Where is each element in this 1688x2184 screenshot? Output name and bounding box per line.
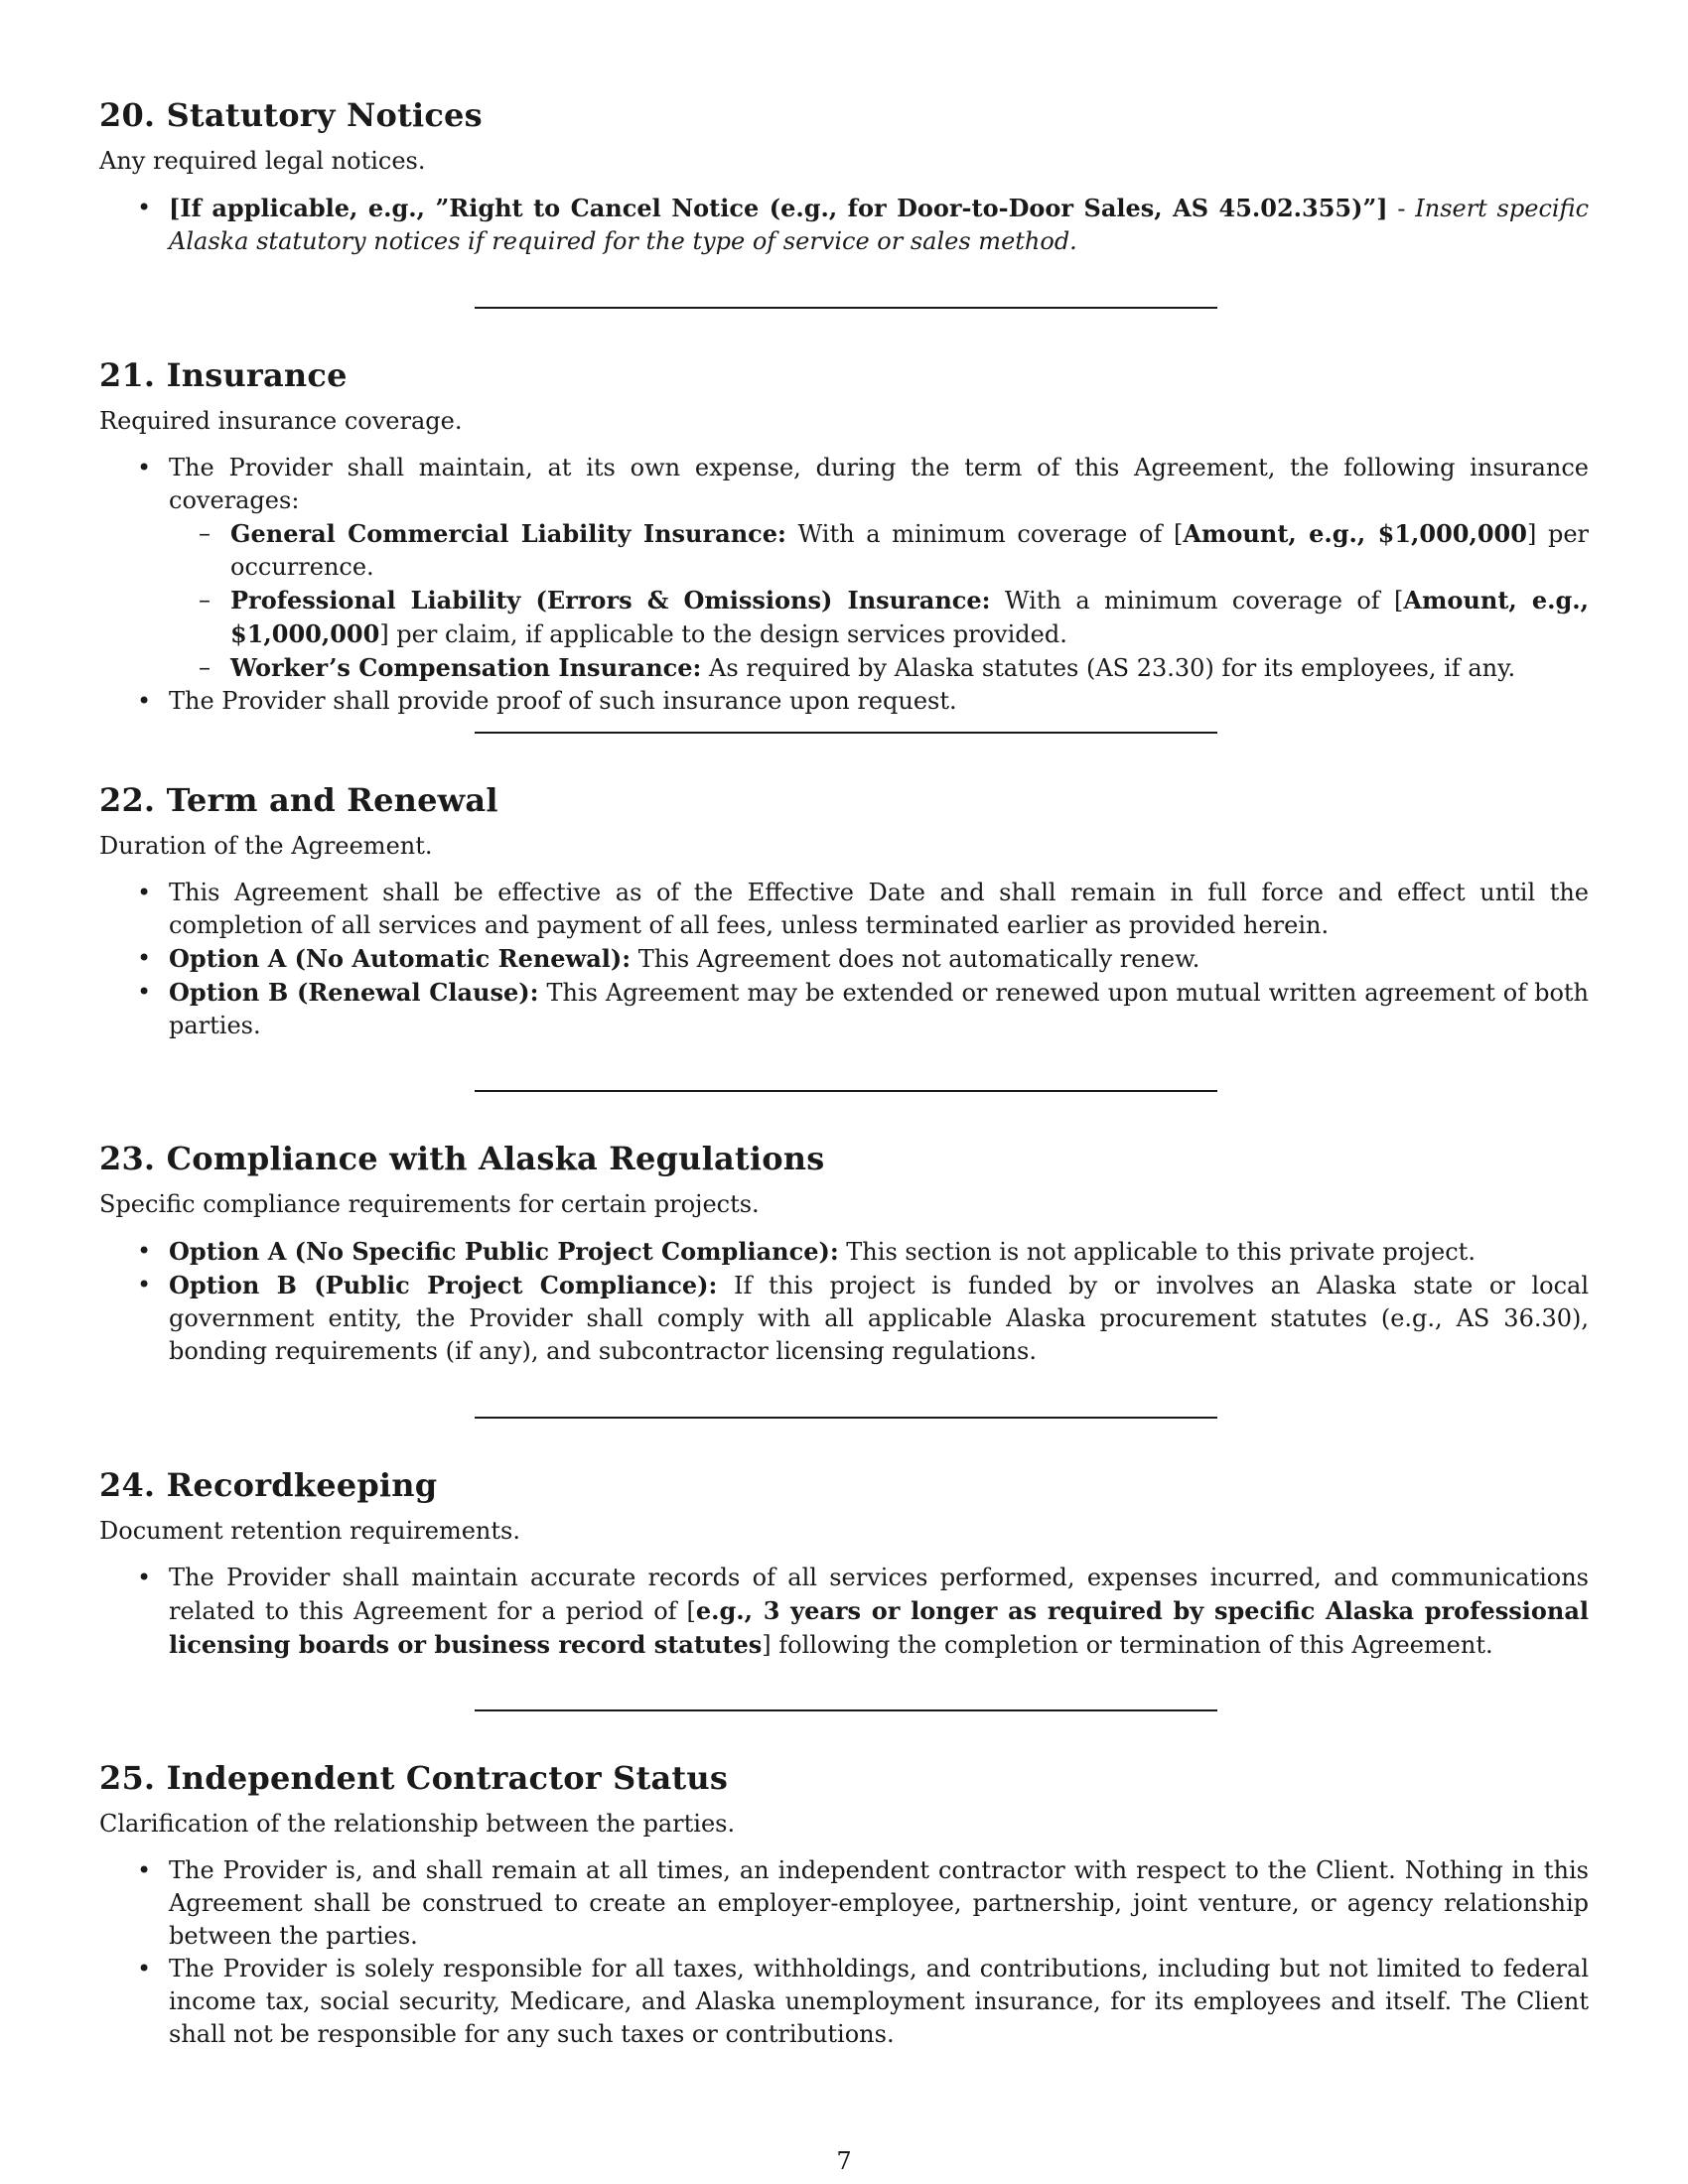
- section-subtitle: Duration of the Agreement.: [99, 832, 433, 860]
- section-term-and-renewal: [99, 780, 1589, 1042]
- section-divider: [475, 1090, 1217, 1092]
- section-statutory-notices: [99, 95, 1589, 258]
- text-span: ] per occurrence.: [230, 520, 1590, 581]
- sub-list-item: [169, 517, 1589, 584]
- sub-list: [169, 517, 1589, 685]
- bold-text: e.g., 3 years or longer as required by specific Alaska professional licensing boards or business record statutes: [169, 1596, 1590, 1659]
- bold-text: Worker’s Compensation Insurance:: [230, 653, 702, 682]
- section-divider: [475, 307, 1217, 309]
- section-compliance: [99, 1139, 1589, 1368]
- section-heading: 21. Insurance: [99, 356, 348, 394]
- section-heading: 20. Statutory Notices: [99, 96, 483, 134]
- list-item: [99, 942, 1589, 976]
- section-subtitle: Clarification of the relationship between the parties.: [99, 1810, 736, 1838]
- bold-text: General Commercial Liability Insurance:: [230, 519, 786, 548]
- section-insurance: [99, 355, 1589, 718]
- bullet-list: [99, 1562, 1589, 1662]
- section-heading: 24. Recordkeeping: [99, 1466, 438, 1504]
- bullet-list: [99, 192, 1589, 258]
- text-span: The Provider shall maintain, at its own expense, during the term of this Agreement, the following insurance coverages:: [169, 454, 1589, 514]
- list-item: [99, 452, 1589, 685]
- list-item: [99, 1235, 1589, 1269]
- list-item: • The Provider shall provide proof of such insurance upon request.: [99, 685, 1589, 718]
- text-span: With a minimum coverage of [: [785, 520, 1184, 548]
- italic-text: Insert specific Alaska statutory notices if required for the type of service or sales method.: [169, 195, 1590, 255]
- list-item: • The Provider is, and shall remain at all times, an independent contractor with respect to the Client. Nothing in this Agreement shall be construed to create an employer-employee, partnership, joint venture, or agency relationship between the parties.: [99, 1854, 1589, 1953]
- text-span: This Agreement may be extended or renewed upon mutual written agreement of both parties.: [169, 979, 1590, 1039]
- text-span: ] per claim, if applicable to the design services provided.: [379, 620, 1067, 648]
- section-recordkeeping: [99, 1465, 1589, 1662]
- text-span: As required by Alaska statutes (AS 23.30) for its employees, if any.: [701, 654, 1516, 682]
- section-heading: 23. Compliance with Alaska Regulations: [99, 1140, 825, 1177]
- bullet-list: [99, 1854, 1589, 2051]
- text-span: -: [1387, 195, 1416, 222]
- text-span: This section is not applicable to this private project.: [838, 1238, 1476, 1266]
- section-heading: 25. Independent Contractor Status: [99, 1759, 729, 1797]
- text-span: The Provider shall maintain accurate records of all services performed, expenses incurred, and communications related to this Agreement for a period of [: [169, 1564, 1589, 1625]
- section-divider: [475, 1417, 1217, 1419]
- list-item: • This Agreement shall be effective as of the Effective Date and shall remain in full force and effect until the completion of all services and payment of all fees, unless terminated earlier as provided herein.: [99, 877, 1589, 942]
- bold-text: Amount, e.g., $1,000,000: [230, 586, 1589, 648]
- section-subtitle: Document retention requirements.: [99, 1517, 520, 1545]
- text-span: If this project is funded by or involves an Alaska state or local government entity, the Provider shall comply with all applicable Alaska procurement statutes (e.g., AS 36.30), bonding requirements (if any), and subcontractor licensing regulations.: [169, 1272, 1589, 1365]
- text-span: With a minimum coverage of [: [990, 587, 1404, 614]
- bullet-list: [99, 452, 1589, 718]
- section-heading: 22. Term and Renewal: [99, 781, 498, 819]
- list-item: [99, 976, 1589, 1042]
- page-number: 7: [836, 2147, 852, 2175]
- document-page: [99, 0, 1589, 2184]
- bold-text: [If applicable, e.g., ”Right to Cancel Notice (e.g., for Door-to-Door Sales, AS 45.02.355)”]: [169, 194, 1388, 222]
- text-span: ] following the completion or termination of this Agreement.: [762, 1631, 1493, 1659]
- list-item: [99, 192, 1589, 258]
- bold-text: Professional Liability (Errors & Omissions) Insurance:: [230, 586, 991, 614]
- text-span: This Agreement does not automatically renew.: [631, 945, 1200, 973]
- bold-text: Option B (Renewal Clause):: [169, 978, 539, 1007]
- bold-text: Option B (Public Project Compliance):: [169, 1271, 718, 1299]
- bold-text: Option A (No Automatic Renewal):: [169, 944, 632, 973]
- section-subtitle: Specific compliance requirements for certain projects.: [99, 1190, 760, 1218]
- bullet-list: [99, 877, 1589, 1042]
- list-item: [99, 1269, 1589, 1368]
- section-divider: [475, 732, 1217, 734]
- bold-text: Amount, e.g., $1,000,000: [1183, 519, 1527, 548]
- section-subtitle: Any required legal notices.: [99, 147, 426, 175]
- section-divider: [475, 1709, 1217, 1711]
- list-item: [99, 1562, 1589, 1662]
- sub-list-item: [169, 584, 1589, 651]
- section-subtitle: Required insurance coverage.: [99, 407, 463, 435]
- list-item: • The Provider is solely responsible for all taxes, withholdings, and contributions, including but not limited to federal income tax, social security, Medicare, and Alaska unemployment insurance, for its employees and itself. The Client shall not be responsible for any such taxes or contributions.: [99, 1953, 1589, 2051]
- sub-list-item: [169, 651, 1589, 685]
- section-independent-contractor: [99, 1758, 1589, 2051]
- bold-text: Option A (No Specific Public Project Compliance):: [169, 1237, 839, 1266]
- bullet-list: [99, 1235, 1589, 1368]
